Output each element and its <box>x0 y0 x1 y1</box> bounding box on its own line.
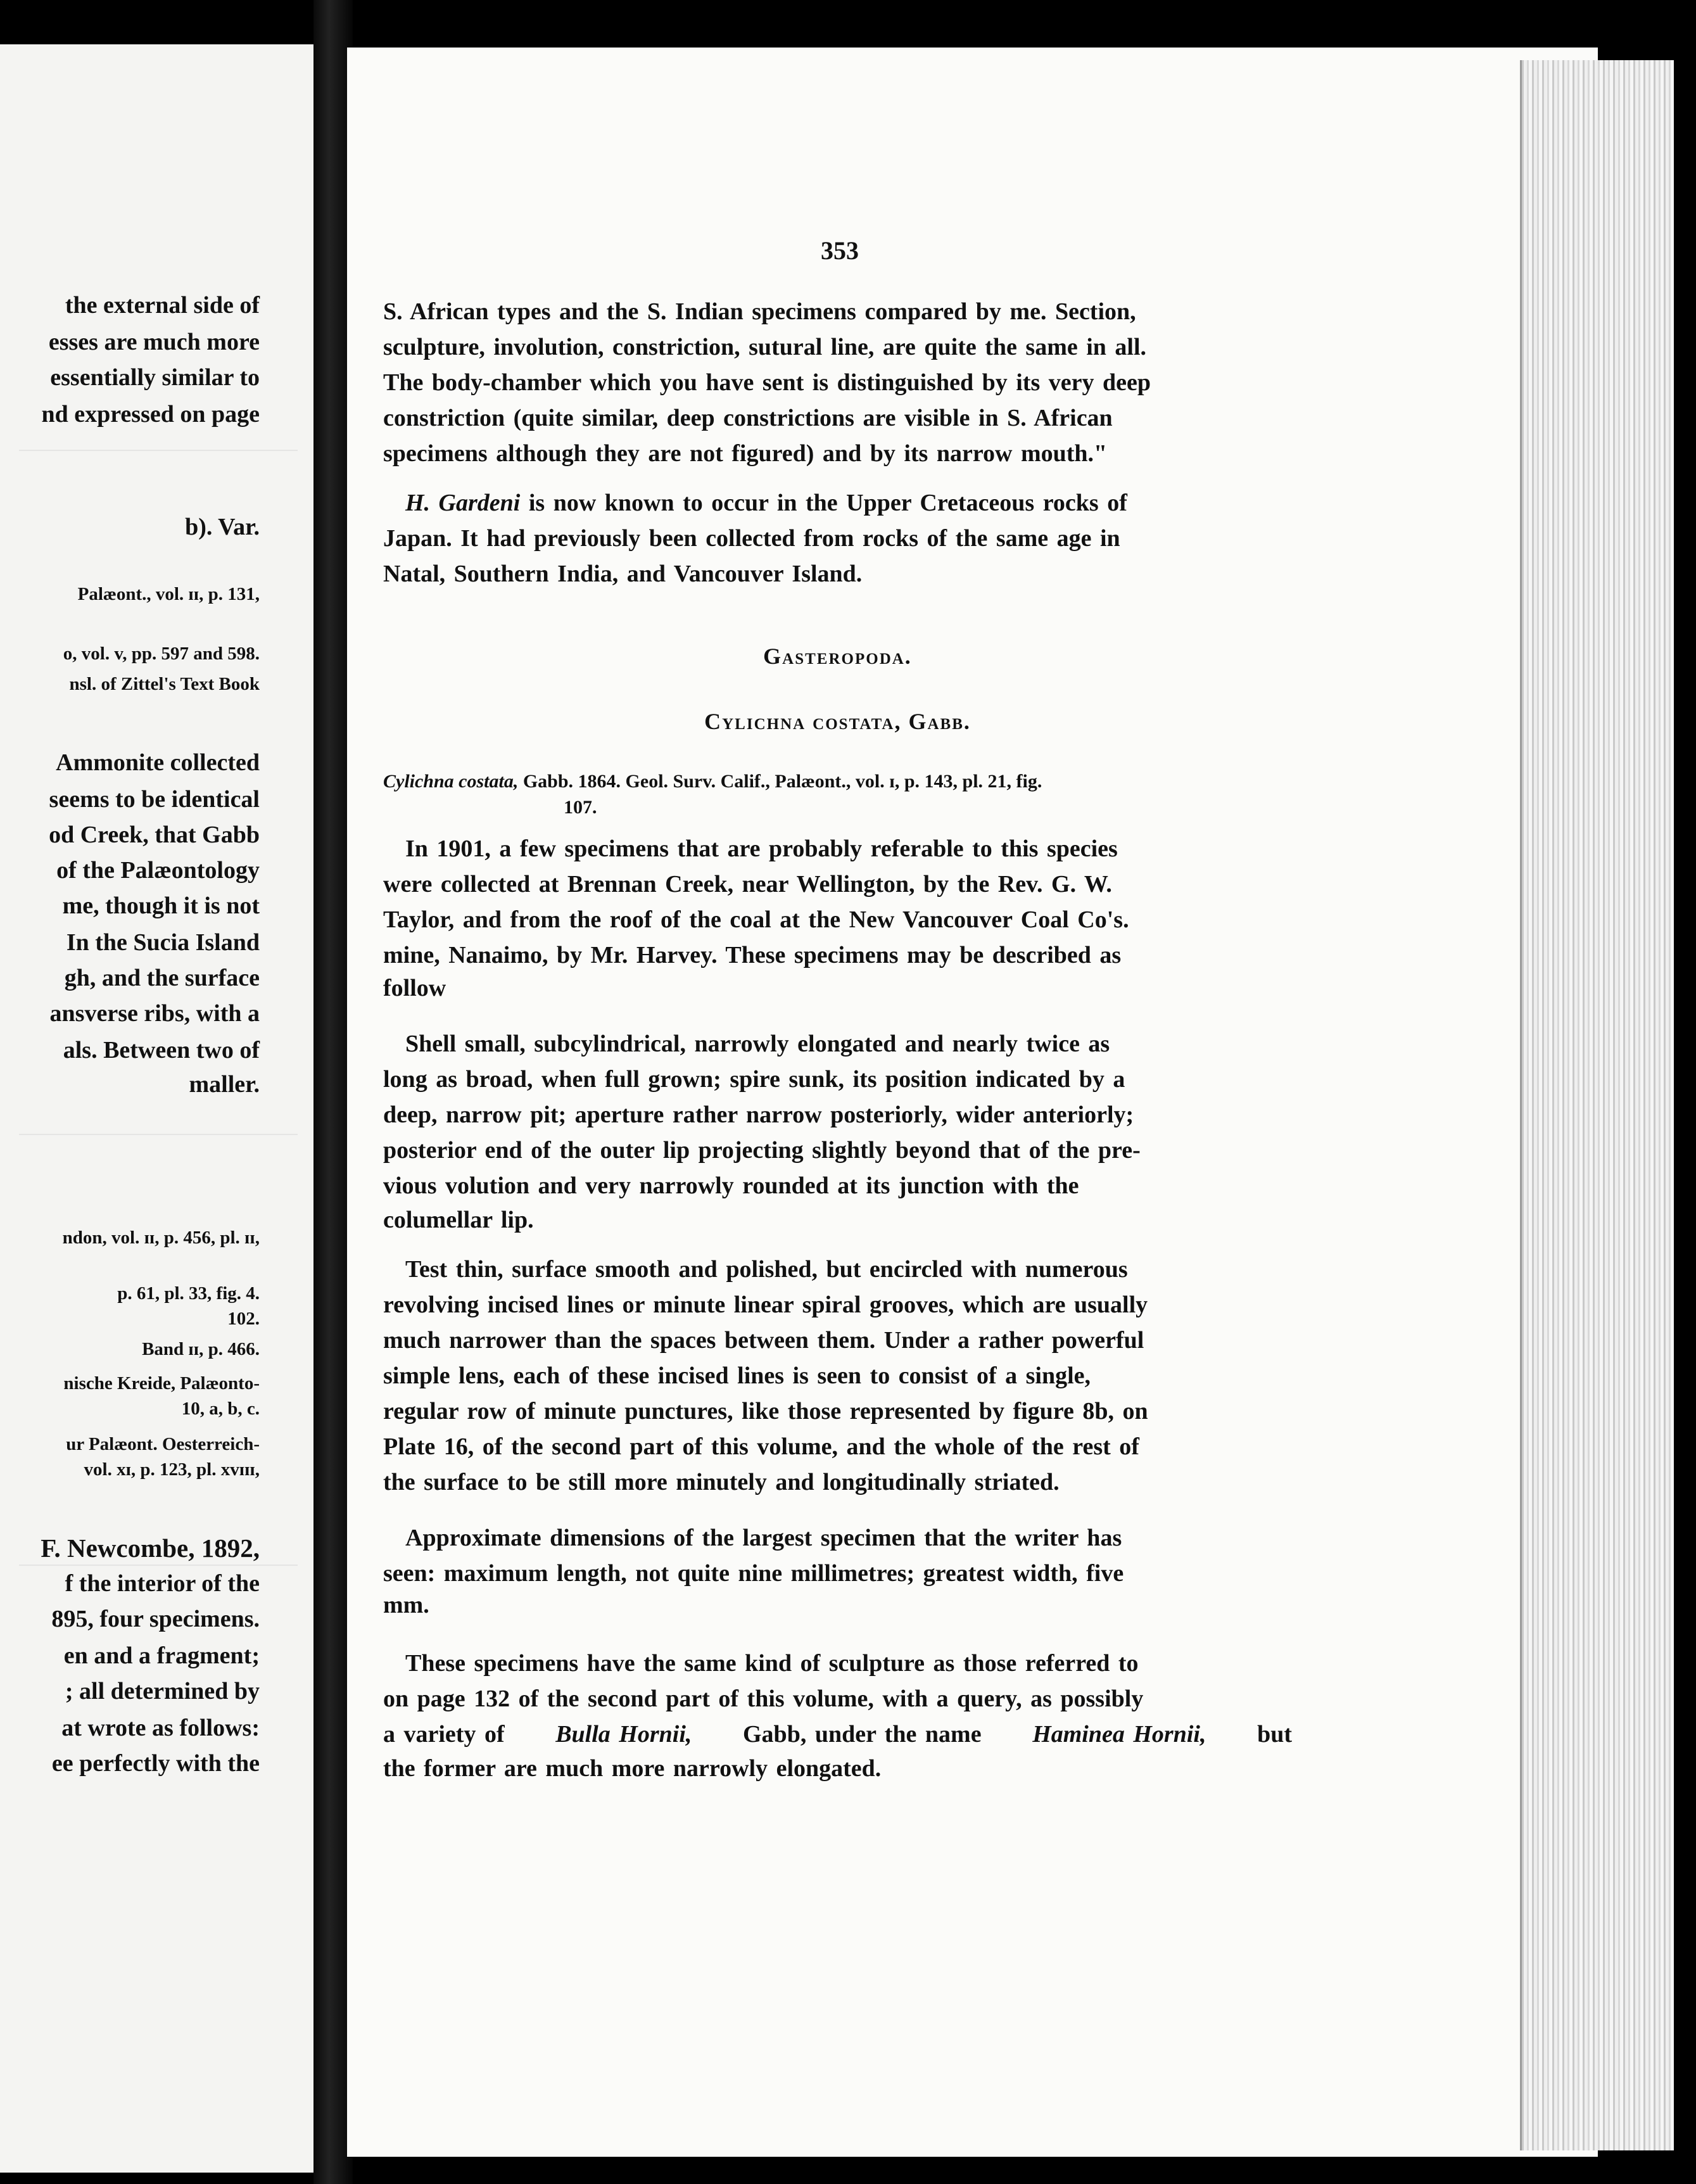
text-line: sculpture, involution, constriction, sutural line, are quite the same in all. <box>383 334 1147 360</box>
text-line: The body-chamber which you have sent is distinguished by its very deep <box>383 369 1151 396</box>
left-page-line: Ammonite collected <box>56 749 260 776</box>
left-page-line: F. Newcombe, 1892, <box>41 1533 260 1563</box>
text-line: Approximate dimensions of the largest specimen that the writer has <box>405 1525 1122 1551</box>
left-page-line: me, though it is not <box>62 892 260 919</box>
left-page-line: ee perfectly with the <box>51 1750 260 1777</box>
left-page-line: f the interior of the <box>65 1570 260 1597</box>
text-line: H. Gardeni is now known to occur in the Upper Cretaceous rocks of <box>405 490 1127 516</box>
text-line: deep, narrow pit; aperture rather narrow posteriorly, wider anteriorly; <box>383 1102 1134 1128</box>
text-line: seen: maximum length, not quite nine millimetres; greatest width, five <box>383 1560 1124 1587</box>
text-line: long as broad, when full grown; spire sunk, its position indicated by a <box>383 1066 1125 1093</box>
left-page-line: 102. <box>227 1309 260 1329</box>
show-through <box>19 450 298 469</box>
citation: Cylichna costata, Gabb. 1864. Geol. Surv. Calif., Palæont., vol. ɪ, p. 143, pl. 21, fig. <box>383 771 1042 792</box>
text-line: revolving incised lines or minute linear spiral grooves, which are usually <box>383 1292 1148 1318</box>
text-line: mine, Nanaimo, by Mr. Harvey. These specimens may be described as <box>383 942 1122 968</box>
text-line: on page 132 of the second part of this volume, with a query, as possibly <box>383 1686 1144 1712</box>
text-line: Shell small, subcylindrical, narrowly elongated and nearly twice as <box>405 1031 1110 1057</box>
citation-continued: 107. <box>564 797 597 818</box>
left-page-line: maller. <box>189 1071 260 1098</box>
left-page-line: nische Kreide, Palæonto- <box>63 1373 260 1394</box>
text-line: columellar lip. <box>383 1207 534 1233</box>
text-line: regular row of minute punctures, like those represented by figure 8b, on <box>383 1398 1148 1425</box>
text-line: simple lens, each of these incised lines is seen to consist of a single, <box>383 1362 1091 1389</box>
left-page-line: als. Between two of <box>63 1037 260 1063</box>
left-page-line: essentially similar to <box>50 364 260 391</box>
text-line: vious volution and very narrowly rounded at its junction with the <box>383 1172 1079 1199</box>
text-line: Japan. It had previously been collected from rocks of the same age in <box>383 525 1120 552</box>
left-page-line: of the Palæontology <box>56 857 260 884</box>
text-line: specimens although they are not figured) and by its narrow mouth." <box>383 440 1108 467</box>
text-line: In 1901, a few specimens that are probably referable to this species <box>405 835 1118 862</box>
text-line: posterior end of the outer lip projecting slightly beyond that of the pre- <box>383 1137 1141 1164</box>
text-line: These specimens have the same kind of sculpture as those referred to <box>405 1650 1139 1677</box>
left-page-line: In the Sucia Island <box>66 929 260 956</box>
left-page-line: p. 61, pl. 33, fig. 4. <box>117 1283 260 1304</box>
page-edges <box>1520 60 1674 2150</box>
text-line: the surface to be still more minutely and longitudinally striated. <box>383 1469 1060 1495</box>
species-heading: Cylichna costata, Gabb. <box>704 709 971 734</box>
text-line: Plate 16, of the second part of this volume, and the whole of the rest of <box>383 1433 1139 1460</box>
page-number: 353 <box>821 236 859 265</box>
text-line: follow <box>383 975 446 1001</box>
left-page-line: esses are much more <box>48 329 260 355</box>
left-page-line: Band ɪɪ, p. 466. <box>142 1339 260 1359</box>
text-line: the former are much more narrowly elongated. <box>383 1755 882 1782</box>
left-page-line: o, vol. v, pp. 597 and 598. <box>63 644 260 664</box>
left-page-line: 10, a, b, c. <box>181 1399 260 1419</box>
text-line: much narrower than the spaces between them. Under a rather powerful <box>383 1327 1144 1354</box>
text-line: constriction (quite similar, deep constrictions are visible in S. African <box>383 405 1113 431</box>
text-line: Test thin, surface smooth and polished, but encircled with numerous <box>405 1256 1128 1283</box>
left-page-line: ndon, vol. ɪɪ, p. 456, pl. ɪɪ, <box>62 1228 260 1248</box>
left-page-line: Palæont., vol. ɪɪ, p. 131, <box>77 584 260 604</box>
text-line: a variety of Bulla Hornii, Gabb, under the name Haminea Hornii, but <box>383 1721 1292 1748</box>
left-page-line: b). Var. <box>185 514 260 540</box>
left-page-line: ur Palæont. Oesterreich- <box>66 1434 260 1454</box>
left-page-line: vol. xɪ, p. 123, pl. xvɪɪɪ, <box>84 1459 260 1480</box>
left-page-line: seems to be identical <box>49 786 260 813</box>
species-name: Bulla Hornii, <box>555 1721 692 1748</box>
left-page-line: ansverse ribs, with a <box>49 1000 260 1027</box>
left-page-line: od Creek, that Gabb <box>49 822 260 848</box>
text-line: Taylor, and from the roof of the coal at the New Vancouver Coal Co's. <box>383 906 1129 933</box>
left-page-line: nsl. of Zittel's Text Book <box>69 674 260 694</box>
text-line: S. African types and the S. Indian specimens compared by me. Section, <box>383 298 1136 325</box>
species-name: H. Gardeni <box>405 490 521 516</box>
left-page-line: en and a fragment; <box>63 1642 260 1669</box>
species-name: Haminea Hornii, <box>1032 1721 1206 1748</box>
section-heading: Gasteropoda. <box>763 644 912 669</box>
left-page-line: the external side of <box>65 292 260 319</box>
left-page-line: 895, four specimens. <box>51 1606 260 1632</box>
left-page-line: at wrote as follows: <box>61 1715 260 1741</box>
text-line: mm. <box>383 1592 429 1618</box>
left-page-line: nd expressed on page <box>41 401 260 428</box>
left-page-line: ; all determined by <box>65 1678 260 1705</box>
text-line: were collected at Brennan Creek, near Wellington, by the Rev. G. W. <box>383 871 1112 898</box>
left-page-line: gh, and the surface <box>64 965 260 991</box>
show-through <box>19 1134 298 1153</box>
text-line: Natal, Southern India, and Vancouver Island. <box>383 561 863 587</box>
